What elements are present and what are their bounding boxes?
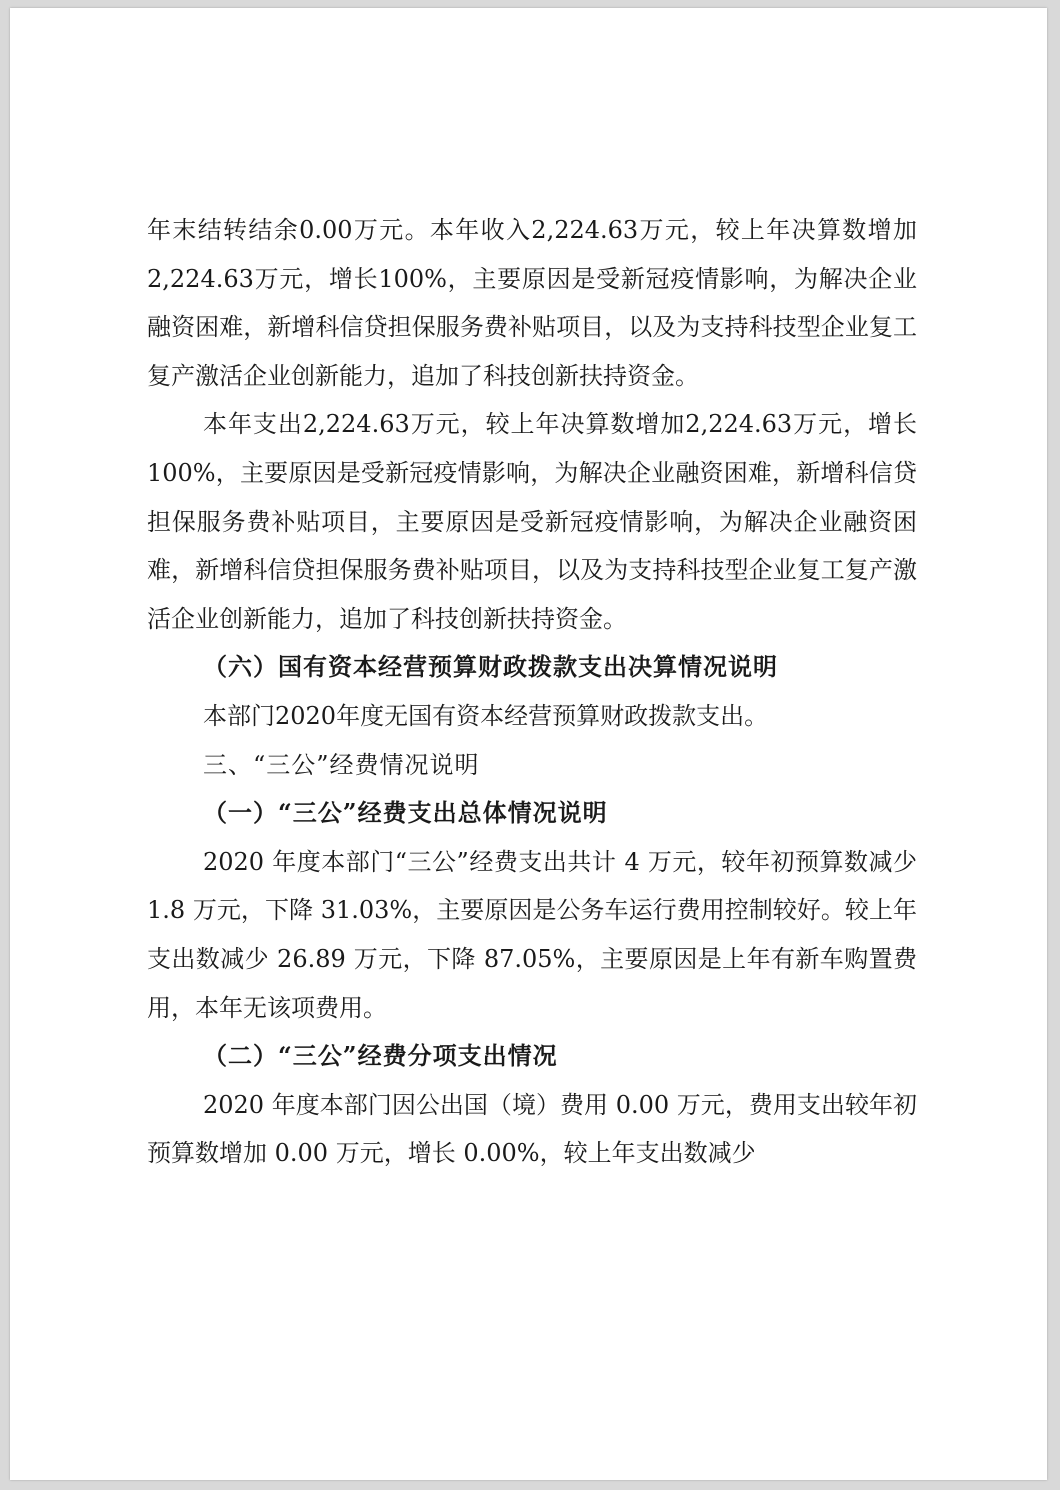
paragraph-overall: 2020 年度本部门“三公”经费支出共计 4 万元，较年初预算数减少 1.8 万元，下降 31.03%，主要原因是公务车运行费用控制较好。较上年支出数减少 26.89 万元，下降 87.05%，主要原因是上年有新车购置费用，本年无该项费用。 [147, 847, 917, 1022]
heading-three-public: 三、“三公”经费情况说明 [203, 750, 480, 779]
heading-state-capital: （六）国有资本经营预算财政拨款支出决算情况说明 [203, 652, 778, 682]
paragraph-income: 年末结转结余0.00万元。本年收入2,224.63万元，较上年决算数增加2,224.63万元，增长100%，主要原因是受新冠疫情影响，为解决企业融资困难，新增科信贷担保服务费补贴项目，以及为支持科技型企业复工复产激活企业创新能力，追加了科技创新扶持资金。 [147, 216, 917, 390]
heading-overall: （一）“三公”经费支出总体情况说明 [203, 798, 608, 828]
document-page [10, 8, 1047, 1480]
paragraph-expenditure: 本年支出2,224.63万元，较上年决算数增加2,224.63万元，增长100%，主要原因是受新冠疫情影响，为解决企业融资困难，新增科信贷担保服务费补贴项目，主要原因是受新冠疫情影响，为解决企业融资困难，新增科信贷担保服务费补贴项目，以及为支持科技型企业复工复产激活企业创新能力，追加了科技创新扶持资金。 [147, 410, 917, 633]
heading-itemized: （二）“三公”经费分项支出情况 [203, 1041, 558, 1071]
paragraph-state-capital: 本部门2020年度无国有资本经营预算财政拨款支出。 [203, 701, 769, 730]
document-body [147, 206, 917, 1178]
paragraph-itemized: 2020 年度本部门因公出国（境）费用 0.00 万元，费用支出较年初预算数增加 0.00 万元，增长 0.00%，较上年支出数减少 [147, 1090, 917, 1168]
